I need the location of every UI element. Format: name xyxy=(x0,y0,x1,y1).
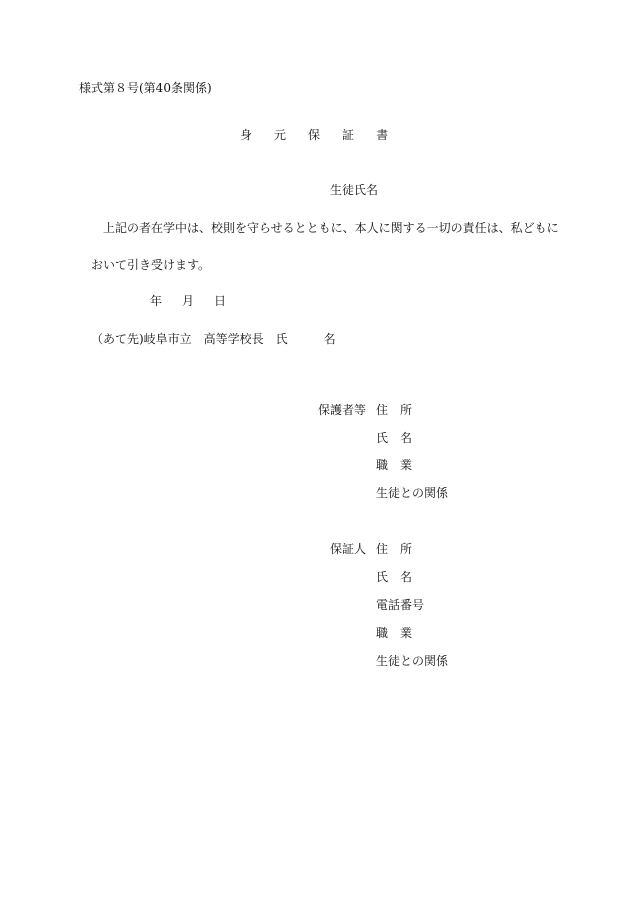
title-char: 元 xyxy=(274,128,287,142)
guarantor-field-occupation: 職 業 xyxy=(376,626,413,640)
addressee-line: （あて先)岐阜市立 高等学校長 氏 名 xyxy=(91,332,336,346)
date-day: 日 xyxy=(214,294,227,308)
date-year: 年 xyxy=(150,294,163,308)
guardian-role-label: 保護者等 xyxy=(318,403,367,417)
student-name-label: 生徒氏名 xyxy=(330,183,379,197)
guardian-field-address: 住 所 xyxy=(376,403,413,417)
body-text-line: 上記の者在学中は、校則を守らせるとともに、本人に関する一切の責任は、私どもに xyxy=(103,221,559,235)
title-char: 保 xyxy=(308,128,321,142)
title-char: 証 xyxy=(342,128,355,142)
form-number: 様式第８号(第40条関係) xyxy=(79,81,212,95)
title-char: 身 xyxy=(240,128,253,142)
guarantor-field-address: 住 所 xyxy=(376,542,413,556)
title-char: 書 xyxy=(376,128,389,142)
guardian-field-relationship: 生徒との関係 xyxy=(376,486,449,500)
guardian-field-name: 氏 名 xyxy=(376,431,413,445)
guarantor-field-phone: 電話番号 xyxy=(376,598,425,612)
guarantor-field-name: 氏 名 xyxy=(376,570,413,584)
date-line xyxy=(150,294,226,308)
guardian-field-occupation: 職 業 xyxy=(376,458,413,472)
date-month: 月 xyxy=(182,294,195,308)
guarantor-field-relationship: 生徒との関係 xyxy=(376,654,449,668)
document-title xyxy=(240,128,388,142)
guarantor-role-label: 保証人 xyxy=(330,542,367,556)
body-text-line: おいて引き受けます。 xyxy=(91,258,211,272)
